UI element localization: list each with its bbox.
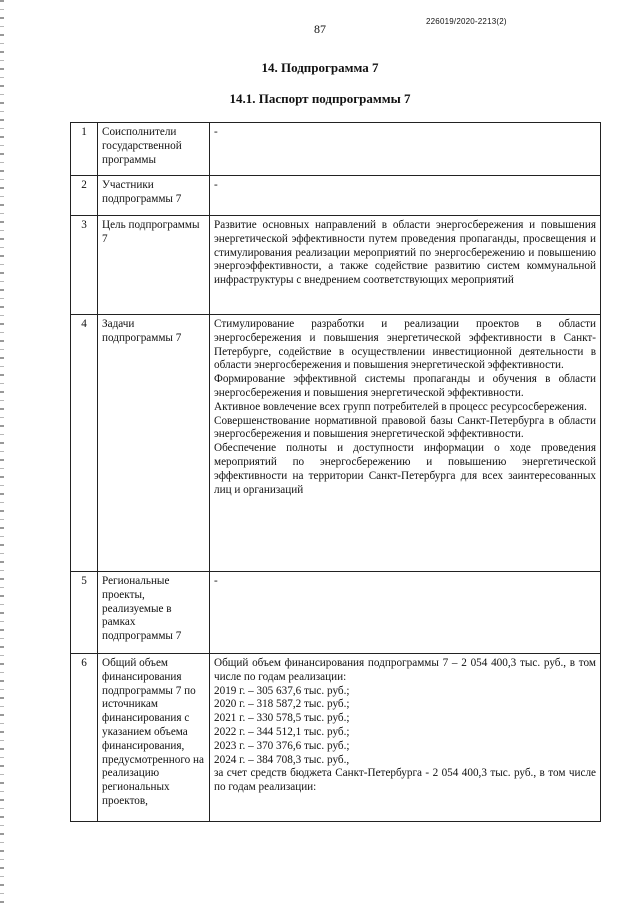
row-name: Цель подпрограммы 7 [98, 216, 210, 315]
task-paragraph: Обеспечение полноты и доступности информации о ходе проведения мероприятий по энергосбережению и повышению энергетической эффективности на территории Санкт-Петербурга для всех заинтересованных лиц и организаций [214, 442, 596, 496]
table-row [71, 572, 601, 654]
row-number: 5 [71, 572, 98, 654]
task-paragraph: Активное вовлечение всех групп потребителей в процесс ресурсосбережения. [214, 400, 587, 413]
table-row [71, 123, 601, 176]
funding-budget: за счет средств бюджета Санкт-Петербурга - 2 054 400,3 тыс. руб., в том числе по годам реализации: [214, 767, 596, 794]
row-number: 6 [71, 654, 98, 822]
row-content: - [210, 176, 601, 216]
page-number: 87 [314, 22, 326, 36]
row-name: Участники подпрограммы 7 [98, 176, 210, 216]
funding-year: 2022 г. – 344 512,1 тыс. руб.; [214, 725, 350, 738]
row-number: 1 [71, 123, 98, 176]
funding-total: Общий объем финансирования подпрограммы 7 – 2 054 400,3 тыс. руб., в том числе по годам реализации: [214, 657, 596, 683]
row-number: 4 [71, 315, 98, 572]
table-row [71, 216, 601, 315]
row-name: Соисполнители государственной программы [98, 123, 210, 176]
row-number: 2 [71, 176, 98, 216]
funding-year: 2020 г. – 318 587,2 тыс. руб.; [214, 698, 350, 711]
task-paragraph: Формирование эффективной системы пропаганды и обучения в области энергосбережения и повышения энергетической эффективности. [214, 373, 596, 399]
table-row [71, 176, 601, 216]
table-row [71, 654, 601, 822]
table-row [71, 315, 601, 572]
row-name: Общий объем финансирования подпрограммы 7 по источникам финансирования с указанием объема финансирования, предусмотренного на реализацию региональных проектов, [98, 654, 210, 822]
row-content: - [210, 572, 601, 654]
row-content [210, 654, 601, 822]
funding-year: 2024 г. – 384 708,3 тыс. руб., [214, 753, 350, 766]
passport-table [70, 122, 601, 822]
subsection-title: 14.1. Паспорт подпрограммы 7 [229, 91, 411, 106]
row-name: Задачи подпрограммы 7 [98, 315, 210, 572]
row-content [210, 315, 601, 572]
funding-year: 2023 г. – 370 376,6 тыс. руб.; [214, 739, 350, 752]
row-name: Региональные проекты, реализуемые в рамках подпрограммы 7 [98, 572, 210, 654]
row-number: 3 [71, 216, 98, 315]
funding-year: 2021 г. – 330 578,5 тыс. руб.; [214, 712, 350, 725]
scan-edge-artifact [0, 0, 4, 905]
section-title: 14. Подпрограмма 7 [261, 60, 379, 75]
task-paragraph: Стимулирование разработки и реализации проектов в области энергосбережения и повышения энергетической эффективности в Санкт-Петербурге, содействие в осуществлении инвестиционной деятельности в области энергосбережения и повышения энергетической эффективности. [214, 318, 596, 372]
row-content: Развитие основных направлений в области энергосбережения и повышения энергетической эффективности путем проведения пропаганды, просвещения и стимулирования реализации мероприятий по энергосбережению и повышению энергоэффективности, а также содействие развитию систем коммунальной инфраструктуры с внедрением соответствующих мероприятий [210, 216, 601, 315]
row-content: - [210, 123, 601, 176]
funding-year: 2019 г. – 305 637,6 тыс. руб.; [214, 684, 350, 697]
document-code: 226019/2020-2213(2) [426, 17, 507, 26]
task-paragraph: Совершенствование нормативной правовой базы Санкт-Петербурга в области энергосбережения и повышения энергетической эффективности. [214, 414, 596, 441]
